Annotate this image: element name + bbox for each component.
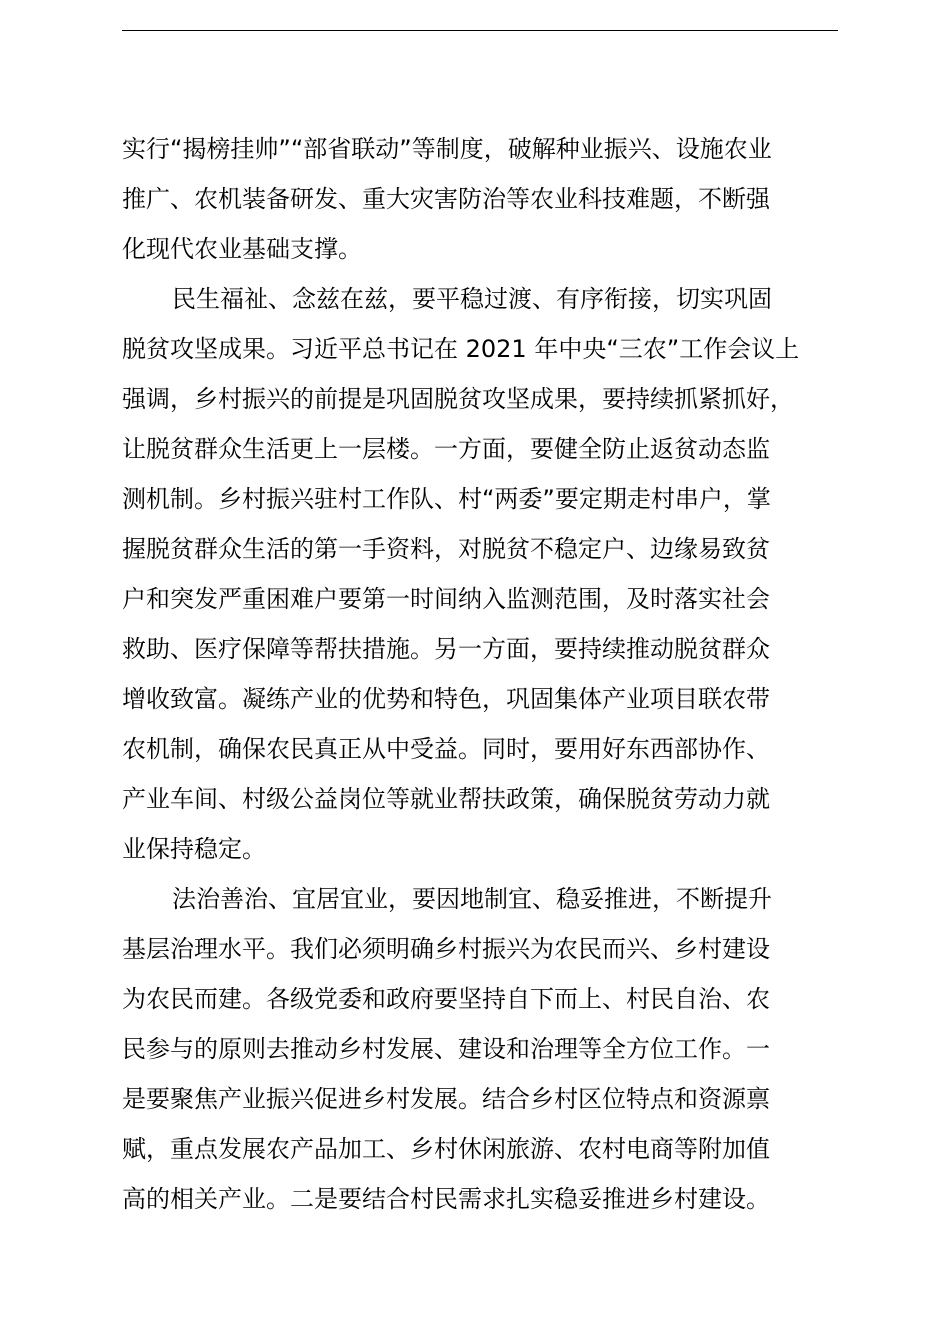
paragraph-3 <box>122 874 882 1224</box>
text-line: 农机制，确保农民真正从中受益。同时，要用好东西部协作、 <box>122 735 770 763</box>
text-line: 民生福祉、念兹在兹，要平稳过渡、有序衔接，切实巩固 <box>172 285 772 313</box>
text-line: 业保持稳定。 <box>122 835 266 863</box>
text-line: 是要聚焦产业振兴促进乡村发展。结合乡村区位特点和资源禀 <box>122 1085 770 1113</box>
text-line: 为农民而建。各级党委和政府要坚持自下而上、村民自治、农 <box>122 985 770 1013</box>
text-line: 实行“揭榜挂帅”“部省联动”等制度，破解种业振兴、设施农业 <box>122 135 772 163</box>
text-line: 救助、医疗保障等帮扶措施。另一方面，要持续推动脱贫群众 <box>122 635 770 663</box>
text-line: 赋，重点发展农产品加工、乡村休闲旅游、农村电商等附加值 <box>122 1135 770 1163</box>
header-rule <box>122 30 838 31</box>
text-line: 推广、农机装备研发、重大灾害防治等农业科技难题，不断强 <box>122 185 770 213</box>
text-line: 测机制。乡村振兴驻村工作队、村“两委”要定期走村串户，掌 <box>122 485 771 513</box>
text-line: 基层治理水平。我们必须明确乡村振兴为农民而兴、乡村建设 <box>122 935 770 963</box>
text-line: 高的相关产业。二是要结合村民需求扎实稳妥推进乡村建设。 <box>122 1185 770 1213</box>
text-line: 增收致富。凝练产业的优势和特色，巩固集体产业项目联农带 <box>122 685 770 713</box>
paragraph-2 <box>122 274 882 874</box>
text-line: 脱贫攻坚成果。习近平总书记在 2021 年中央“三农”工作会议上 <box>122 335 800 363</box>
text-line: 法治善治、宜居宜业，要因地制宜、稳妥推进，不断提升 <box>172 885 772 913</box>
text-line: 户和突发严重困难户要第一时间纳入监测范围，及时落实社会 <box>122 585 770 613</box>
text-line: 强调，乡村振兴的前提是巩固脱贫攻坚成果，要持续抓紧抓好， <box>122 385 794 413</box>
text-line: 产业车间、村级公益岗位等就业帮扶政策，确保脱贫劳动力就 <box>122 785 770 813</box>
text-line: 让脱贫群众生活更上一层楼。一方面，要健全防止返贫动态监 <box>122 435 770 463</box>
document-body <box>122 124 882 1224</box>
paragraph-1 <box>122 124 882 274</box>
text-line: 民参与的原则去推动乡村发展、建设和治理等全方位工作。一 <box>122 1035 770 1063</box>
text-line: 握脱贫群众生活的第一手资料，对脱贫不稳定户、边缘易致贫 <box>122 535 770 563</box>
text-line: 化现代农业基础支撑。 <box>122 235 362 263</box>
